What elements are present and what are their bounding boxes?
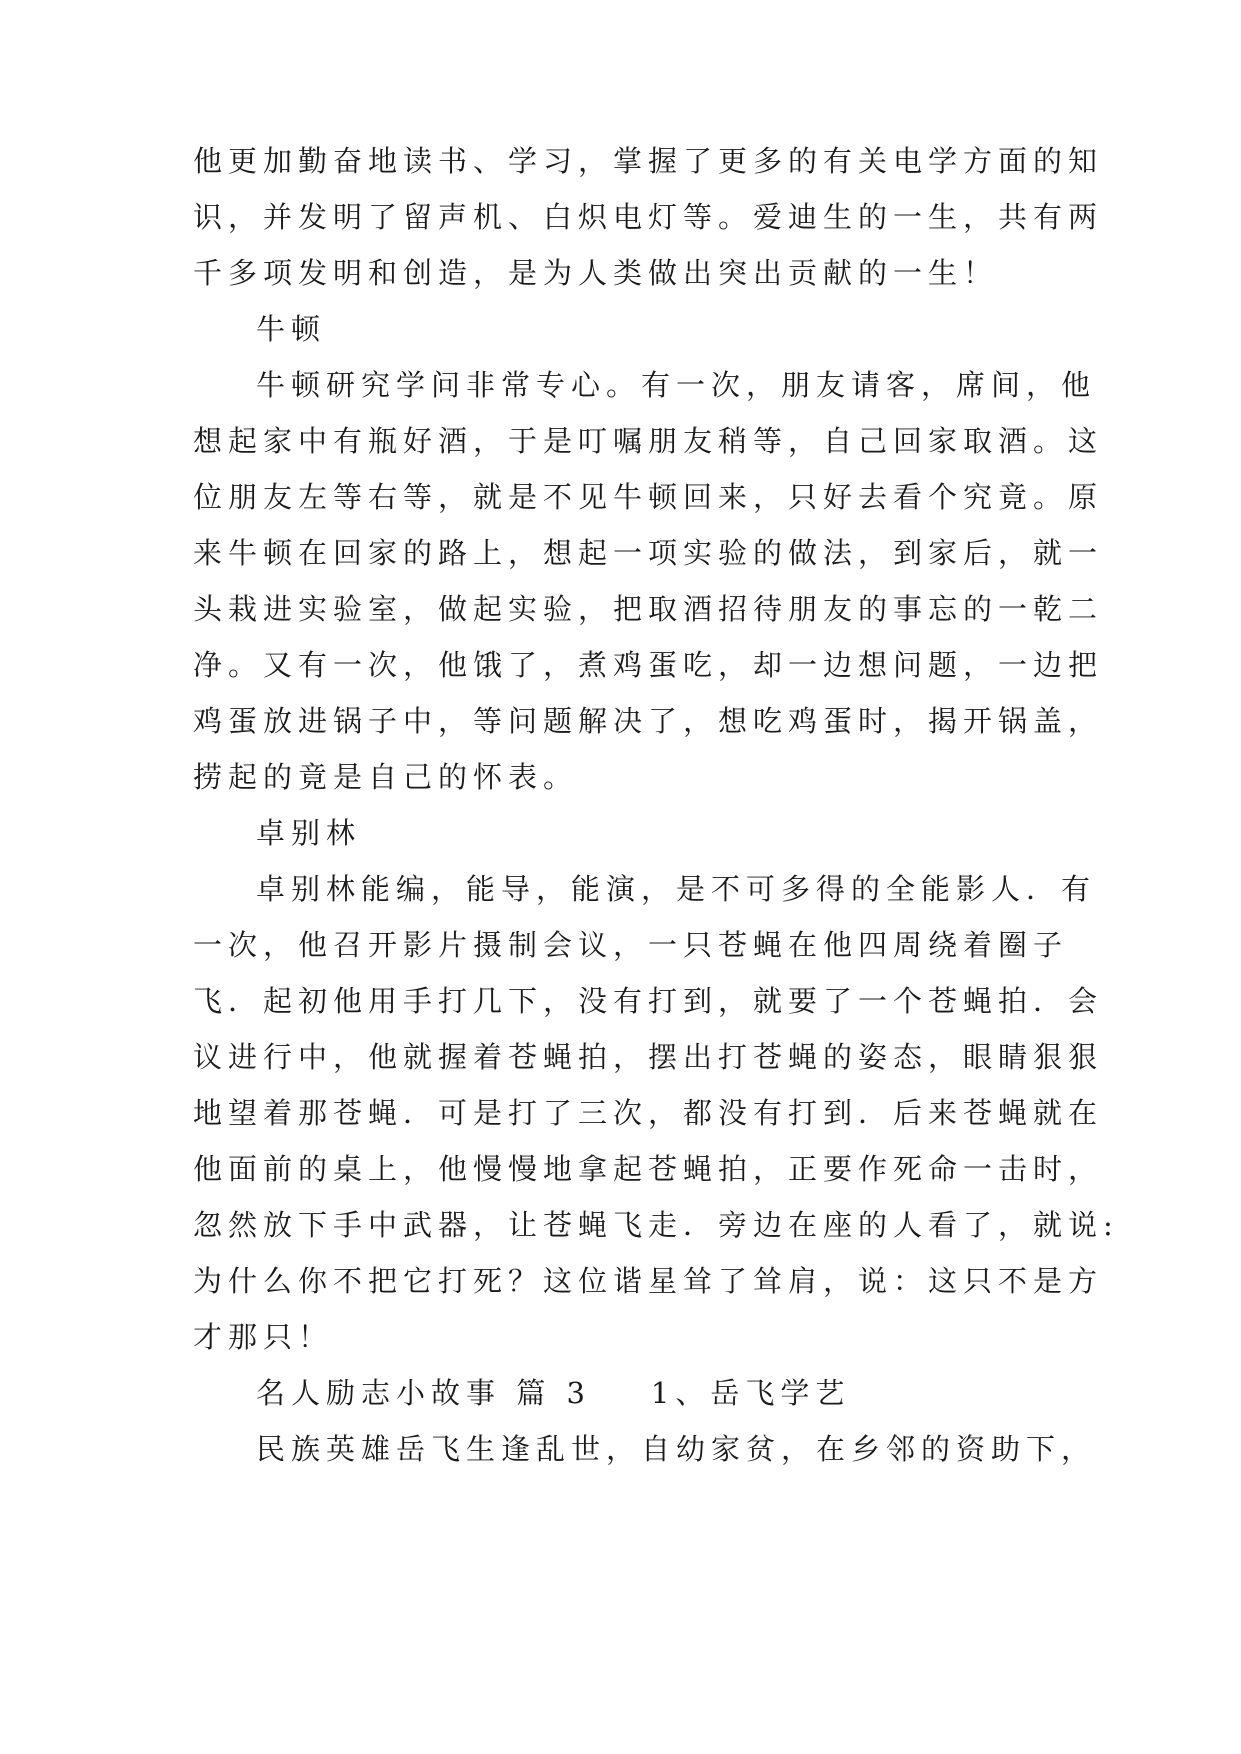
- paragraph-line: 位朋友左等右等，就是不见牛顿回来，只好去看个究竟。原: [193, 480, 1104, 514]
- paragraph-line: 来牛顿在回家的路上，想起一项实验的做法，到家后，就一: [193, 536, 1104, 570]
- section-heading: [256, 1373, 850, 1413]
- section-title-chaplin: 卓别林: [256, 816, 362, 850]
- paragraph-line: 牛顿研究学问非常专心。有一次，朋友请客，席间，他: [256, 368, 1097, 402]
- paragraph-line: 捞起的竟是自己的怀表。: [193, 760, 579, 794]
- section-heading-story: 1、岳飞学艺: [650, 1376, 851, 1410]
- section-title-newton: 牛顿: [256, 312, 327, 346]
- section-heading-part: 篇 3: [516, 1376, 591, 1410]
- paragraph-line: 净。又有一次，他饿了，煮鸡蛋吃，却一边想问题，一边把: [193, 648, 1104, 682]
- paragraph-line: 他更加勤奋地读书、学习，掌握了更多的有关电学方面的知: [193, 144, 1104, 178]
- paragraph-line: 才那只！: [193, 1320, 334, 1354]
- paragraph-line: 一次，他召开影片摄制会议，一只苍蝇在他四周绕着圈子: [193, 928, 1069, 962]
- paragraph-line: 为什么你不把它打死？这位谐星耸了耸肩，说：这只不是方: [193, 1264, 1104, 1298]
- paragraph-line: 鸡蛋放进锅子中，等问题解决了，想吃鸡蛋时，揭开锅盖，: [193, 704, 1104, 738]
- paragraph-line: 民族英雄岳飞生逢乱世，自幼家贫，在乡邻的资助下，: [256, 1432, 1097, 1466]
- paragraph-line: 他面前的桌上，他慢慢地拿起苍蝇拍，正要作死命一击时，: [193, 1152, 1104, 1186]
- paragraph-line: 地望着那苍蝇．可是打了三次，都没有打到．后来苍蝇就在: [193, 1096, 1104, 1130]
- paragraph-line: 卓别林能编，能导，能演，是不可多得的全能影人．有: [256, 872, 1097, 906]
- paragraph-line: 飞．起初他用手打几下，没有打到，就要了一个苍蝇拍．会: [193, 984, 1104, 1018]
- paragraph-line: 议进行中，他就握着苍蝇拍，摆出打苍蝇的姿态，眼睛狠狠: [193, 1040, 1104, 1074]
- paragraph-line: 想起家中有瓶好酒，于是叮嘱朋友稍等，自己回家取酒。这: [193, 424, 1104, 458]
- paragraph-line: 头栽进实验室，做起实验，把取酒招待朋友的事忘的一乾二: [193, 592, 1104, 626]
- paragraph-line: 千多项发明和创造，是为人类做出突出贡献的一生！: [193, 256, 999, 290]
- paragraph-line: 识，并发明了留声机、白炽电灯等。爱迪生的一生，共有两: [193, 200, 1104, 234]
- paragraph-line: 忽然放下手中武器，让苍蝇飞走．旁边在座的人看了，就说:: [193, 1208, 1119, 1242]
- section-heading-title: 名人励志小故事: [256, 1376, 502, 1410]
